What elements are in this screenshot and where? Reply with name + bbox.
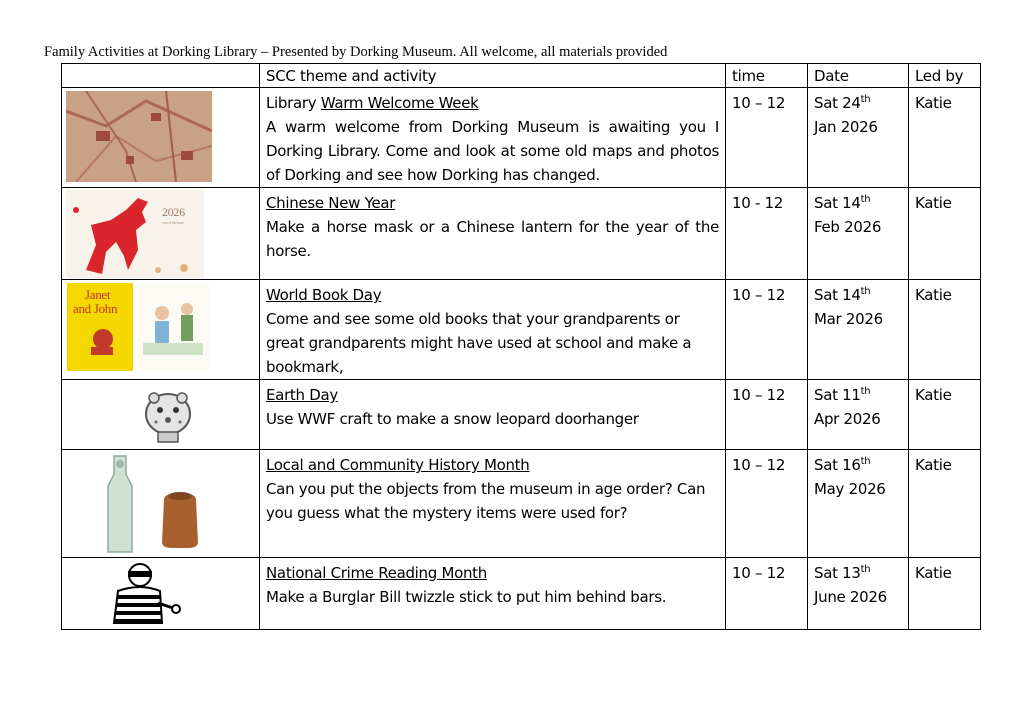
janet-and-john-book-image <box>67 283 209 371</box>
led-by-cell: Katie <box>909 280 981 380</box>
led-by-column-header: Led by <box>909 64 981 88</box>
theme-cell <box>260 188 726 280</box>
activity-description: Come and see some old books that your grandparents or great grandparents might have used at school and make a bookmark, <box>266 310 692 376</box>
burglar-bill-image <box>100 561 182 627</box>
snow-leopard-doorhanger-image <box>142 388 194 444</box>
image-column-header <box>62 64 260 88</box>
activity-title: Library Warm Welcome Week <box>266 94 479 112</box>
led-by-cell: Katie <box>909 188 981 280</box>
row-image-cell <box>62 88 260 188</box>
time-column-header: time <box>726 64 808 88</box>
horse-image-year: 2026 <box>162 205 185 219</box>
activity-title <box>266 191 719 215</box>
activities-table <box>61 63 981 630</box>
table-row <box>62 88 981 188</box>
table-header-row <box>62 64 981 88</box>
theme-cell <box>260 380 726 450</box>
activity-description: Can you put the objects from the museum in age order? Can you guess what the mystery items were used for? <box>266 480 706 522</box>
activity-description: A warm welcome from Dorking Museum is awaiting you I Dorking Library. Come and look at some old maps and photos of Dorking and see how Dorking has changed. <box>266 118 719 184</box>
time-cell: 10 – 12 <box>726 280 808 380</box>
activity-title <box>266 283 719 307</box>
activity-title-link: Chinese New Year <box>266 194 396 212</box>
activity-title-link: Local and Community History Month <box>266 456 530 474</box>
time-cell: 10 – 12 <box>726 380 808 450</box>
theme-cell <box>260 558 726 630</box>
row-image-cell <box>62 450 260 558</box>
activity-title-link: Earth Day <box>266 386 338 404</box>
svg-text:year of the horse: year of the horse <box>162 220 184 225</box>
date-cell: Sat 14th Feb 2026 <box>808 188 909 280</box>
bottle-and-jar-image <box>102 452 212 556</box>
svg-text:Janet: Janet <box>85 287 111 302</box>
old-map-image <box>66 91 212 182</box>
table-row <box>62 380 981 450</box>
activity-description: Make a Burglar Bill twizzle stick to put him behind bars. <box>266 588 667 606</box>
activity-title-link: National Crime Reading Month <box>266 564 487 582</box>
date-cell: Sat 24th Jan 2026 <box>808 88 909 188</box>
theme-cell <box>260 450 726 558</box>
row-image-cell <box>62 188 260 280</box>
led-by-cell: Katie <box>909 558 981 630</box>
theme-column-header: SCC theme and activity <box>260 64 726 88</box>
time-cell: 10 – 12 <box>726 558 808 630</box>
table-row <box>62 280 981 380</box>
svg-text:and John: and John <box>73 301 118 316</box>
led-by-cell: Katie <box>909 450 981 558</box>
row-image-cell <box>62 380 260 450</box>
theme-cell <box>260 88 726 188</box>
time-cell: 10 – 12 <box>726 88 808 188</box>
activity-title <box>266 561 719 585</box>
theme-cell <box>260 280 726 380</box>
table-row <box>62 558 981 630</box>
date-cell: Sat 11th Apr 2026 <box>808 380 909 450</box>
activity-description: Make a horse mask or a Chinese lantern for the year of the horse. <box>266 218 719 260</box>
led-by-cell: Katie <box>909 88 981 188</box>
date-column-header: Date <box>808 64 909 88</box>
row-image-cell <box>62 558 260 630</box>
page-heading: Family Activities at Dorking Library – Presented by Dorking Museum. All welcome, all materials provided <box>44 44 668 60</box>
activity-title <box>266 383 719 407</box>
date-cell: Sat 13th June 2026 <box>808 558 909 630</box>
red-horse-2026-image <box>66 190 204 278</box>
table-row <box>62 188 981 280</box>
led-by-cell: Katie <box>909 380 981 450</box>
table-row <box>62 450 981 558</box>
activity-title <box>266 453 719 477</box>
time-cell: 10 - 12 <box>726 188 808 280</box>
activity-title-link: Warm Welcome Week <box>320 94 479 112</box>
activity-title-link: World Book Day <box>266 286 382 304</box>
date-cell: Sat 16th May 2026 <box>808 450 909 558</box>
activity-description: Use WWF craft to make a snow leopard doorhanger <box>266 410 639 428</box>
time-cell: 10 – 12 <box>726 450 808 558</box>
row-image-cell <box>62 280 260 380</box>
date-cell: Sat 14th Mar 2026 <box>808 280 909 380</box>
